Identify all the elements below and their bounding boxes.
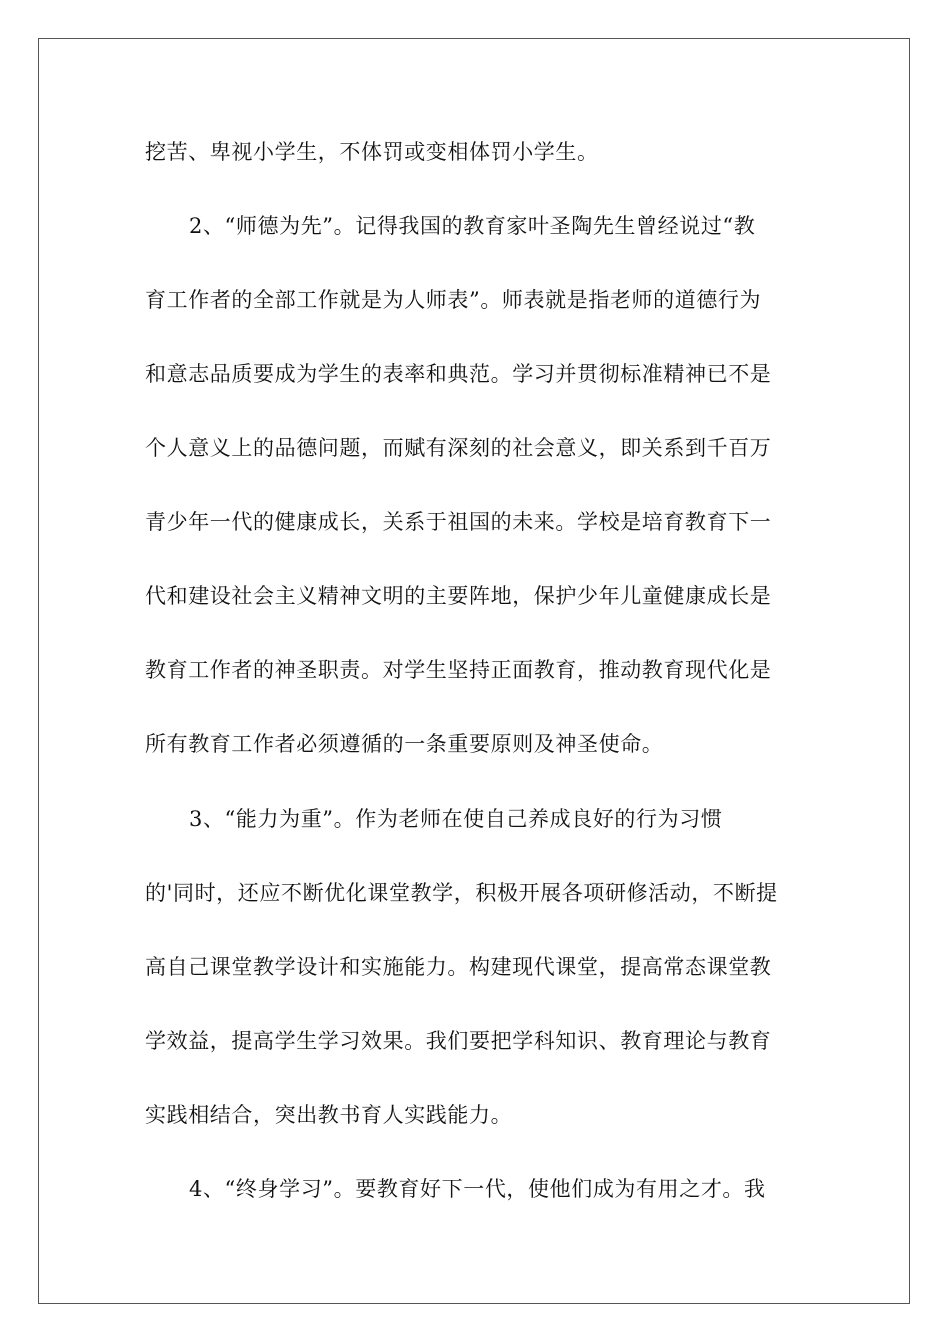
paragraph-2-start: 2、“师德为先”。记得我国的教育家叶圣陶先生曾经说过“教 <box>189 214 756 238</box>
text-line: 所有教育工作者必须遵循的一条重要原则及神圣使命。 <box>145 732 664 756</box>
text-line: 挖苦、卑视小学生，不体罚或变相体罚小学生。 <box>145 140 599 164</box>
text-line: 实践相结合，突出教书育人实践能力。 <box>145 1103 513 1127</box>
paragraph-3-start: 3、“能力为重”。作为老师在使自己养成良好的行为习惯 <box>189 807 723 831</box>
text-line: 学效益，提高学生学习效果。我们要把学科知识、教育理论与教育 <box>145 1029 772 1053</box>
text-line: 代和建设社会主义精神文明的主要阵地，保护少年儿童健康成长是 <box>145 584 772 608</box>
text-line: 高自己课堂教学设计和实施能力。构建现代课堂，提高常态课堂教 <box>145 955 772 979</box>
text-line: 教育工作者的神圣职责。对学生坚持正面教育，推动教育现代化是 <box>145 658 772 682</box>
paragraph-4-start: 4、“终身学习”。要教育好下一代，使他们成为有用之才。我 <box>189 1177 766 1201</box>
text-line: 的'同时，还应不断优化课堂教学，积极开展各项研修活动，不断提 <box>145 881 778 905</box>
text-line: 育工作者的全部工作就是为人师表”。师表就是指老师的道德行为 <box>145 288 762 312</box>
text-line: 青少年一代的健康成长，关系于祖国的未来。学校是培育教育下一 <box>145 510 772 534</box>
text-line: 个人意义上的品德问题，而赋有深刻的社会意义，即关系到千百万 <box>145 436 772 460</box>
text-line: 和意志品质要成为学生的表率和典范。学习并贯彻标准精神已不是 <box>145 362 772 386</box>
